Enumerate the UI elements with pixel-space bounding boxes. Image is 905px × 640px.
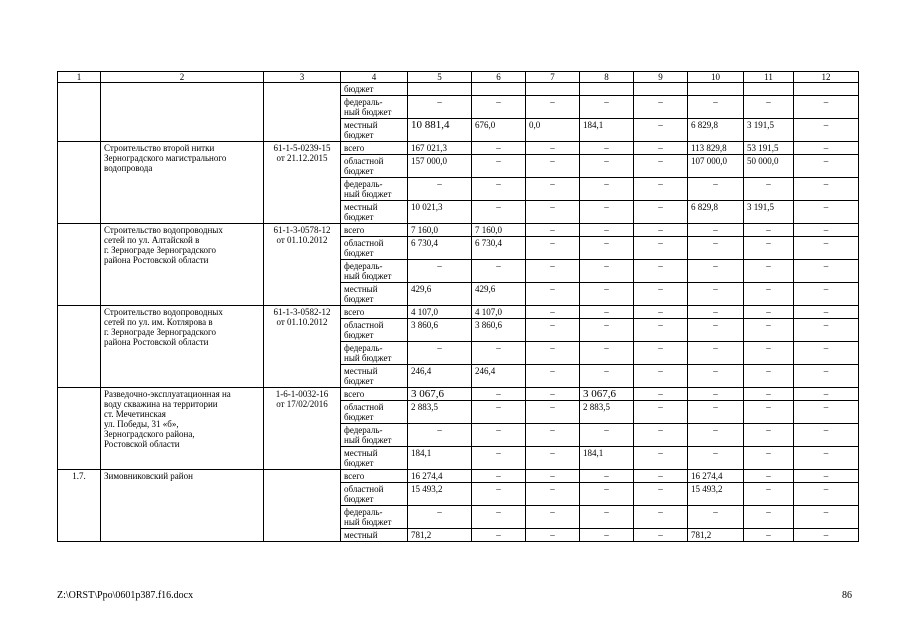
value-cell: – [744,388,794,401]
page-number: 86 [842,590,852,601]
value-cell: 10 021,3 [408,201,472,224]
value-cell: – [526,506,580,529]
value-cell: – [688,401,744,424]
value-cell: – [634,201,688,224]
value-cell: – [688,388,744,401]
value-cell: – [472,470,526,483]
value-cell [408,83,472,96]
value-cell: – [408,178,472,201]
funding-source-label: областной бюджет [341,483,408,506]
value-cell: 781,2 [688,529,744,542]
funding-source-label: местный бюджет [341,447,408,470]
value-cell: – [744,237,794,260]
value-cell: 6 829,8 [688,119,744,142]
value-cell: – [408,506,472,529]
value-cell: 3 860,6 [408,319,472,342]
item-number [58,142,101,224]
table-body [58,72,859,542]
value-cell: – [794,237,859,260]
project-code [264,83,341,142]
value-cell: – [744,424,794,447]
item-number [58,83,101,142]
object-name: Строительство водопроводных сетей по ул. Алтайской в г. Зернограде Зерноградского района Ростовской области [101,224,264,306]
value-cell: – [744,342,794,365]
value-cell: – [472,260,526,283]
value-cell: – [744,306,794,319]
value-cell: – [634,237,688,260]
value-cell: – [580,201,634,224]
value-cell: – [580,142,634,155]
value-cell: 3 860,6 [472,319,526,342]
value-cell: 3 067,6 [408,388,472,401]
value-cell: – [794,529,859,542]
value-cell: – [472,201,526,224]
value-cell: – [794,306,859,319]
object-name [101,83,264,142]
value-cell [580,83,634,96]
value-cell: – [688,237,744,260]
value-cell: – [580,424,634,447]
value-cell: – [688,96,744,119]
value-cell: – [794,401,859,424]
value-cell: 3 191,5 [744,119,794,142]
column-number: 7 [526,72,580,83]
value-cell: – [744,319,794,342]
funding-source-label: бюджет [341,83,408,96]
value-cell [794,83,859,96]
funding-source-label: местный бюджет [341,283,408,306]
value-cell: – [794,342,859,365]
value-cell: – [526,447,580,470]
value-cell: – [472,342,526,365]
value-cell: – [526,96,580,119]
funding-source-label: федераль- ный бюджет [341,260,408,283]
value-cell: – [688,306,744,319]
value-cell: – [794,483,859,506]
value-cell: – [634,424,688,447]
value-cell: – [526,201,580,224]
value-cell: – [526,283,580,306]
value-cell: – [794,260,859,283]
value-cell: – [634,306,688,319]
value-cell: – [472,529,526,542]
value-cell: – [744,178,794,201]
funding-source-label: федераль- ный бюджет [341,424,408,447]
value-cell: – [634,365,688,388]
value-cell: – [744,401,794,424]
value-cell [526,83,580,96]
value-cell: – [794,319,859,342]
value-cell: – [526,483,580,506]
value-cell: – [472,388,526,401]
value-cell: 2 883,5 [408,401,472,424]
table-row [58,224,859,237]
funding-source-label: областной бюджет [341,155,408,178]
value-cell: – [526,260,580,283]
value-cell: – [744,365,794,388]
column-number: 11 [744,72,794,83]
value-cell: – [634,224,688,237]
column-number: 4 [341,72,408,83]
value-cell: – [634,447,688,470]
project-code: 61-1-3-0582-12 от 01.10.2012 [264,306,341,388]
table-row [58,470,859,483]
value-cell: – [634,470,688,483]
value-cell: – [744,224,794,237]
funding-source-label: всего [341,306,408,319]
column-number: 8 [580,72,634,83]
value-cell: – [634,178,688,201]
value-cell: – [472,178,526,201]
value-cell: 16 274,4 [408,470,472,483]
column-number: 6 [472,72,526,83]
value-cell: – [408,424,472,447]
value-cell: – [688,224,744,237]
value-cell: – [688,319,744,342]
value-cell: – [634,119,688,142]
value-cell: – [794,224,859,237]
value-cell: – [580,96,634,119]
value-cell: – [580,260,634,283]
value-cell: – [634,319,688,342]
column-number: 5 [408,72,472,83]
value-cell: 3 067,6 [580,388,634,401]
value-cell: – [472,506,526,529]
value-cell: – [580,178,634,201]
value-cell: 429,6 [408,283,472,306]
value-cell: – [634,483,688,506]
value-cell: – [794,365,859,388]
object-name: Зимовниковский район [101,470,264,542]
value-cell: 429,6 [472,283,526,306]
value-cell: – [580,529,634,542]
value-cell: – [526,470,580,483]
object-name: Разведочно-эксплуатационная на воду скважина на территории ст. Мечетинская ул. Победы, 31 «б», Зерноградского района, Ростовской области [101,388,264,470]
value-cell: – [580,306,634,319]
project-code: 1-6-1-0032-16 от 17/02/2016 [264,388,341,470]
funding-source-label: местный бюджет [341,201,408,224]
value-cell: – [794,447,859,470]
column-number: 9 [634,72,688,83]
funding-source-label: местный бюджет [341,365,408,388]
budget-table [57,71,859,542]
value-cell: – [744,529,794,542]
value-cell: 676,0 [472,119,526,142]
column-number: 10 [688,72,744,83]
value-cell: – [794,424,859,447]
value-cell: – [794,155,859,178]
value-cell: – [688,447,744,470]
column-number: 1 [58,72,101,83]
value-cell: – [634,388,688,401]
value-cell: 4 107,0 [472,306,526,319]
funding-source-label: всего [341,224,408,237]
funding-source-label: областной бюджет [341,401,408,424]
value-cell: 113 829,8 [688,142,744,155]
value-cell: 16 274,4 [688,470,744,483]
value-cell: – [794,119,859,142]
value-cell: – [794,96,859,119]
value-cell: – [794,506,859,529]
column-number: 2 [101,72,264,83]
value-cell: – [526,424,580,447]
value-cell: 107 000,0 [688,155,744,178]
value-cell: – [472,424,526,447]
value-cell: – [634,155,688,178]
value-cell: 167 021,3 [408,142,472,155]
value-cell: – [744,260,794,283]
value-cell: 781,2 [408,529,472,542]
value-cell: 6 730,4 [408,237,472,260]
value-cell [688,83,744,96]
project-code: 61-1-5-0239-15 от 21.12.2015 [264,142,341,224]
value-cell: – [580,483,634,506]
value-cell: 53 191,5 [744,142,794,155]
value-cell: – [472,96,526,119]
value-cell: – [634,96,688,119]
value-cell: – [794,470,859,483]
value-cell: 4 107,0 [408,306,472,319]
value-cell: – [526,529,580,542]
funding-source-label: местный [341,529,408,542]
table-row [58,83,859,96]
value-cell: 7 160,0 [408,224,472,237]
value-cell: – [526,319,580,342]
value-cell: – [580,283,634,306]
value-cell: – [472,447,526,470]
value-cell: – [580,470,634,483]
value-cell: – [794,283,859,306]
value-cell: – [634,529,688,542]
value-cell [744,83,794,96]
value-cell: 184,1 [408,447,472,470]
value-cell: – [472,155,526,178]
item-number [58,388,101,470]
value-cell: 0,0 [526,119,580,142]
value-cell: – [580,342,634,365]
item-number: 1.7. [58,470,101,542]
value-cell: – [744,96,794,119]
value-cell: – [526,178,580,201]
value-cell: – [744,483,794,506]
item-number [58,306,101,388]
column-number-header-row [58,72,859,83]
funding-source-label: областной бюджет [341,237,408,260]
value-cell: 246,4 [408,365,472,388]
value-cell: 6 829,8 [688,201,744,224]
funding-source-label: всего [341,470,408,483]
value-cell: – [472,483,526,506]
value-cell: – [580,155,634,178]
value-cell: 184,1 [580,447,634,470]
funding-source-label: федераль- ный бюджет [341,506,408,529]
value-cell: 3 191,5 [744,201,794,224]
funding-source-label: федераль- ный бюджет [341,178,408,201]
value-cell: – [634,506,688,529]
value-cell: 157 000,0 [408,155,472,178]
value-cell: – [526,142,580,155]
value-cell: 50 000,0 [744,155,794,178]
value-cell: – [526,401,580,424]
value-cell: 15 493,2 [408,483,472,506]
value-cell: 246,4 [472,365,526,388]
value-cell: – [794,142,859,155]
value-cell: – [526,342,580,365]
value-cell: – [526,155,580,178]
funding-source-label: областной бюджет [341,319,408,342]
value-cell: – [634,401,688,424]
value-cell: – [688,424,744,447]
value-cell: 15 493,2 [688,483,744,506]
value-cell: – [634,342,688,365]
item-number [58,224,101,306]
value-cell: – [526,365,580,388]
value-cell: – [526,224,580,237]
value-cell: – [744,447,794,470]
value-cell: – [634,283,688,306]
project-code [264,470,341,542]
value-cell: – [634,142,688,155]
funding-source-label: местный бюджет [341,119,408,142]
value-cell: – [688,365,744,388]
value-cell [634,83,688,96]
value-cell: 2 883,5 [580,401,634,424]
value-cell: 6 730,4 [472,237,526,260]
value-cell [472,83,526,96]
value-cell: – [688,260,744,283]
value-cell: – [744,283,794,306]
column-number: 12 [794,72,859,83]
column-number: 3 [264,72,341,83]
value-cell: – [580,237,634,260]
object-name: Строительство второй нитки Зерноградского магистрального водопровода [101,142,264,224]
value-cell: – [526,388,580,401]
value-cell: – [408,342,472,365]
value-cell: – [580,224,634,237]
value-cell: – [744,470,794,483]
value-cell: – [688,178,744,201]
object-name: Строительство водопроводных сетей по ул. им. Котлярова в г. Зернограде Зерноградского района Ростовской области [101,306,264,388]
value-cell: – [688,506,744,529]
value-cell: – [408,260,472,283]
value-cell: – [688,283,744,306]
table-row [58,306,859,319]
value-cell: 184,1 [580,119,634,142]
value-cell: – [580,506,634,529]
value-cell: – [794,201,859,224]
table-row [58,388,859,401]
value-cell: – [472,142,526,155]
funding-source-label: федераль- ный бюджет [341,96,408,119]
document-path: Z:\ORST\Ppo\0601p387.f16.docx [57,590,194,601]
value-cell: – [526,237,580,260]
project-code: 61-1-3-0578-12 от 01.10.2012 [264,224,341,306]
value-cell: – [580,319,634,342]
table-row [58,142,859,155]
value-cell: – [794,388,859,401]
value-cell: – [526,306,580,319]
value-cell: 10 881,4 [408,119,472,142]
value-cell: 7 160,0 [472,224,526,237]
funding-source-label: всего [341,142,408,155]
value-cell: – [408,96,472,119]
funding-source-label: всего [341,388,408,401]
funding-source-label: федераль- ный бюджет [341,342,408,365]
value-cell: – [744,506,794,529]
value-cell: – [794,178,859,201]
value-cell: – [634,260,688,283]
value-cell: – [688,342,744,365]
value-cell: – [472,401,526,424]
value-cell: – [580,365,634,388]
